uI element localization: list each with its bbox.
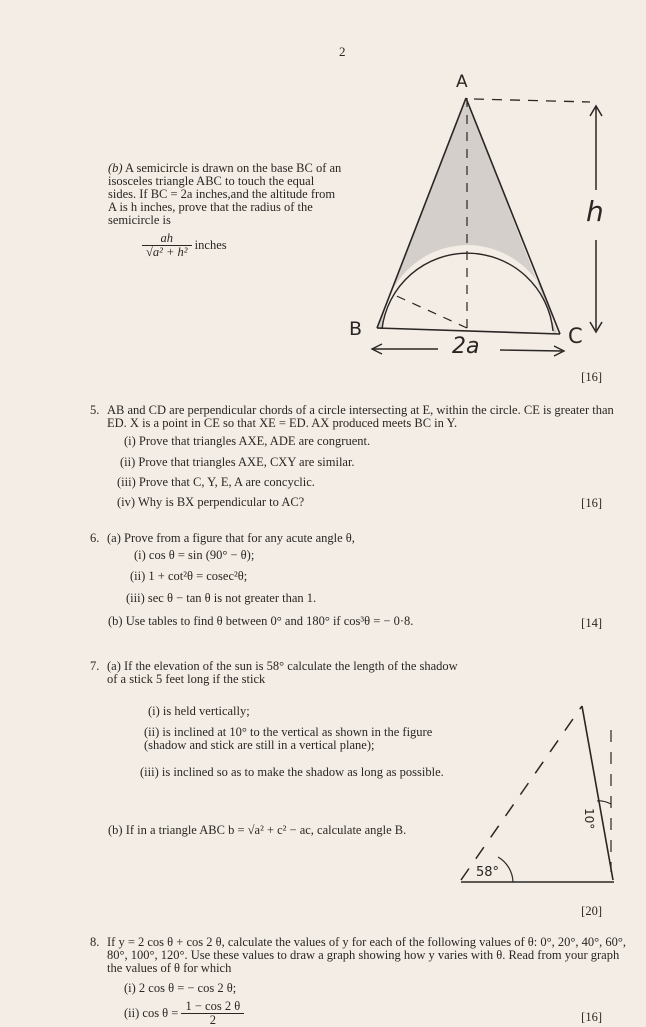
q6-number: 6. <box>90 531 100 545</box>
page-number: 2 <box>339 44 346 59</box>
q8-text: If y = 2 cos θ + cos 2 θ, calculate the values of y for each of the following values of θ: 0°, 20°, 40°, 60°, 80°, 100°, 120°. Use these values to draw a graph showing how y varies with θ. Read from your graph the values of θ for which <box>107 935 626 975</box>
fig2-angle-58: 58° <box>476 865 500 880</box>
q5-item-1: (i) Prove that triangles AXE, ADE are congruent. <box>124 434 371 448</box>
q6-a-text: (a) Prove from a figure that for any acute angle θ, <box>107 531 355 545</box>
q5-item-3: (iii) Prove that C, Y, E, A are concyclic. <box>117 475 315 489</box>
q6-item-3: (iii) sec θ − tan θ is not greater than 1. <box>126 591 317 605</box>
q7-item-3: (iii) is inclined so as to make the shadow as long as possible. <box>140 765 444 779</box>
fig1-label-c: C <box>568 324 583 348</box>
q5-item-2: (ii) Prove that triangles AXE, CXY are similar. <box>120 455 355 469</box>
q8-item-2-lhs: (ii) cos θ = <box>124 1006 179 1020</box>
q6-marks: [14] <box>581 616 602 630</box>
q5-number: 5. <box>90 403 100 417</box>
q6-item-1: (i) cos θ = sin (90° − θ); <box>134 548 255 562</box>
q7-b-text: (b) If in a triangle ABC b = √a² + c² − ac, calculate angle B. <box>108 823 407 837</box>
q8-item-1: (i) 2 cos θ = − cos 2 θ; <box>124 981 237 995</box>
fig1-label-b: B <box>349 318 363 340</box>
fig2-angle-10: 10° <box>582 808 596 830</box>
fig1-label-h: h <box>586 195 604 228</box>
q4b-unit: inches <box>194 238 227 252</box>
q6-item-2: (ii) 1 + cot²θ = cosec²θ; <box>130 569 248 583</box>
q8-item-2-num: 1 − cos 2 θ <box>181 1000 244 1014</box>
q4b-label: (b) <box>108 161 123 175</box>
q7-item-1: (i) is held vertically; <box>148 704 250 718</box>
q8-item-2 <box>124 1000 244 1027</box>
q4b-marks: [16] <box>581 370 602 384</box>
fig1-label-a: A <box>456 72 468 92</box>
q5-text: AB and CD are perpendicular chords of a circle intersecting at E, within the circle. CE is greater than ED. X is a point in CE so that XE = ED. AX produced meets BC in Y. <box>107 403 614 430</box>
q8-item-2-den: 2 <box>209 1013 216 1027</box>
q7-item-2: (ii) is inclined at 10° to the vertical as shown in the figure (shadow and stick are still in a vertical plane); <box>144 725 433 752</box>
q6-b-text: (b) Use tables to find θ between 0° and 180° if cos³θ = − 0·8. <box>108 614 414 628</box>
q4b-frac-num: ah <box>142 232 192 246</box>
q7-a-text: (a) If the elevation of the sun is 58° calculate the length of the shadow of a stick 5 feet long if the stick <box>107 659 458 686</box>
q5-marks: [16] <box>581 496 602 510</box>
q7-marks: [20] <box>581 904 602 918</box>
q5-item-4: (iv) Why is BX perpendicular to AC? <box>117 495 305 509</box>
q4b-body: A semicircle is drawn on the base BC of an isosceles triangle ABC to touch the equal sides. If BC = 2a inches,and the altitude from A is h inches, prove that the radius of the semicircle is <box>108 161 342 227</box>
fig1-label-2a: 2a <box>452 334 480 359</box>
q8-marks: [16] <box>581 1010 602 1024</box>
q8-number: 8. <box>90 935 100 949</box>
q4b-frac-den: √a² + h² <box>146 245 188 259</box>
q7-number: 7. <box>90 659 100 673</box>
